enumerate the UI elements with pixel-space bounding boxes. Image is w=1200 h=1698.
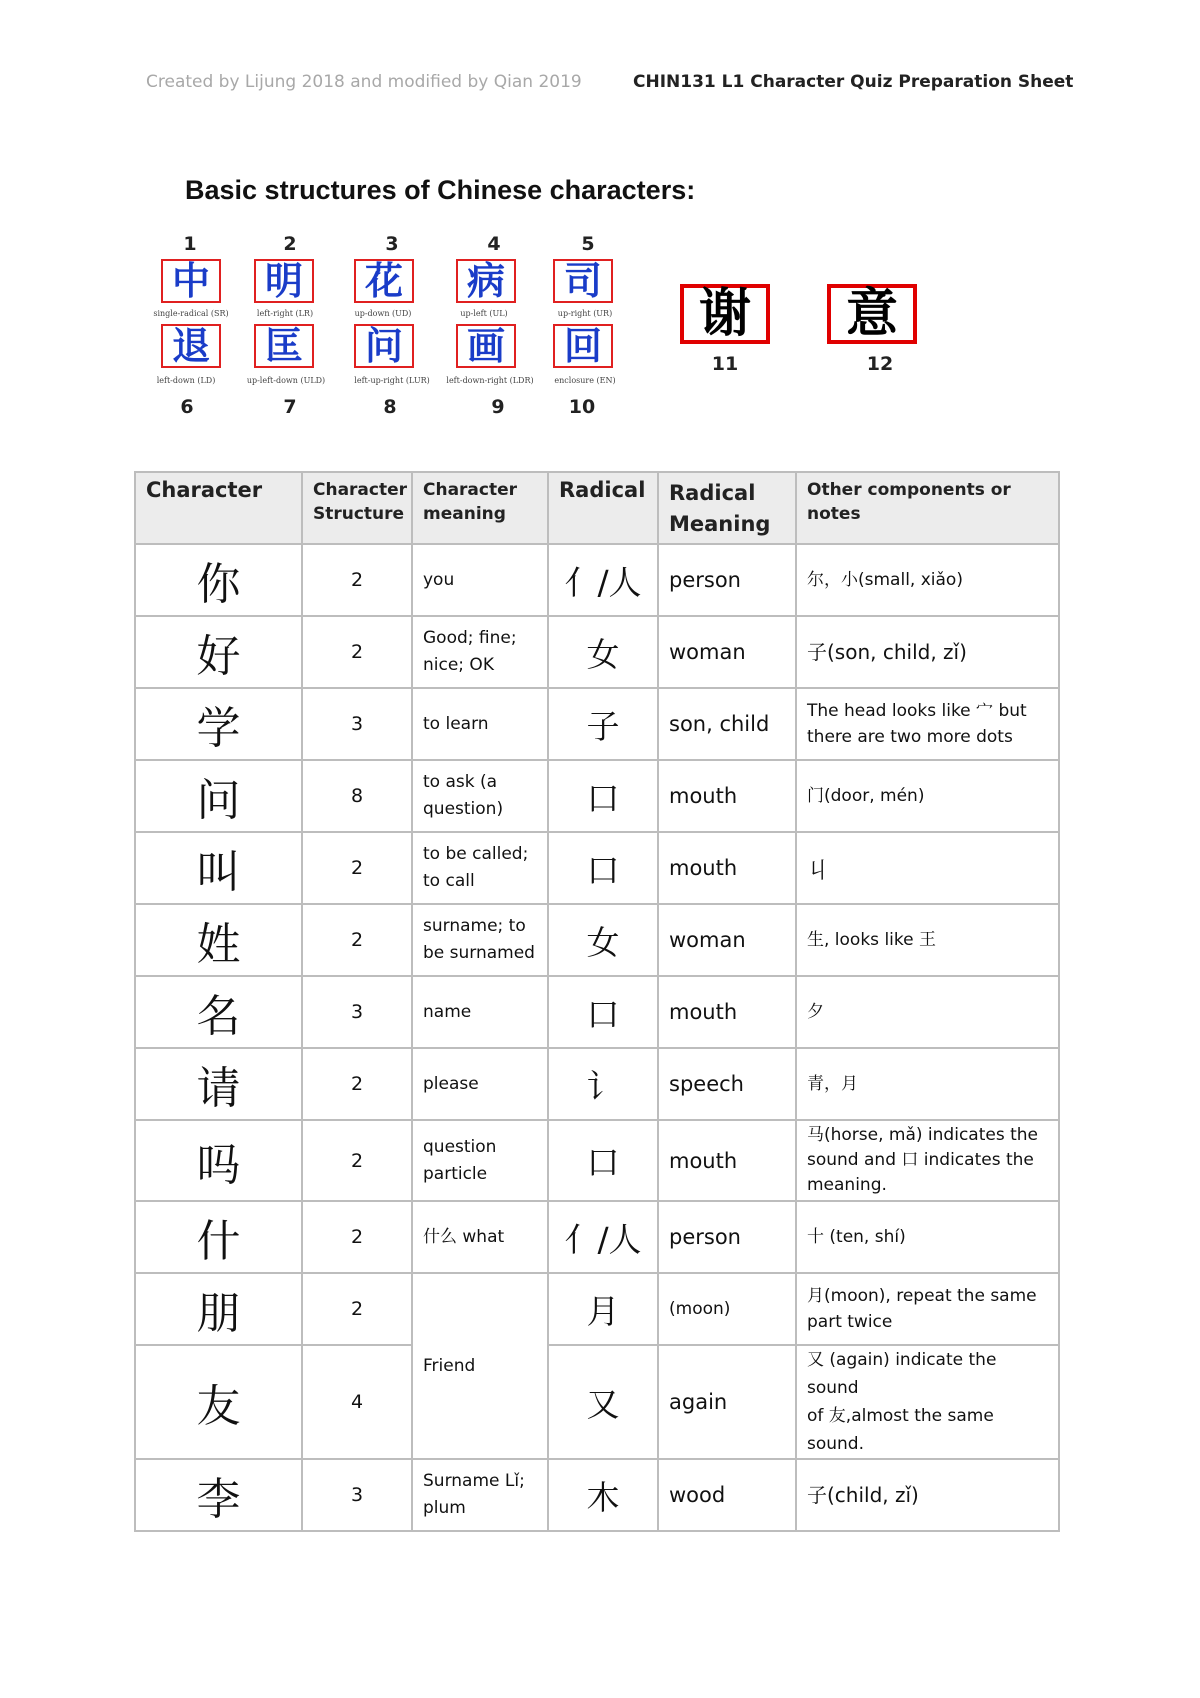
cell-meaning: question particle <box>412 1120 548 1201</box>
cell-notes: 生, looks like 王 <box>796 904 1059 976</box>
cell-structure: 2 <box>302 1273 412 1345</box>
cell-structure: 3 <box>302 1459 412 1531</box>
cell-radical: 女 <box>548 904 658 976</box>
structure-number: 11 <box>711 353 739 375</box>
cell-character: 朋 <box>135 1273 302 1345</box>
table-row <box>135 976 1059 1048</box>
cell-meaning: to learn <box>412 688 548 760</box>
cell-structure: 3 <box>302 976 412 1048</box>
cell-character: 吗 <box>135 1120 302 1201</box>
structure-number: 4 <box>487 233 501 255</box>
cell-character: 你 <box>135 544 302 616</box>
structure-example: 明 <box>254 259 314 303</box>
cell-radical-meaning: person <box>658 544 796 616</box>
cell-radical-meaning: woman <box>658 616 796 688</box>
cell-structure: 3 <box>302 688 412 760</box>
structure-example-large: 意 <box>827 284 917 344</box>
cell-structure: 8 <box>302 760 412 832</box>
cell-meaning: Surname Lǐ; plum <box>412 1459 548 1531</box>
structure-example: 病 <box>456 259 516 303</box>
structure-example: 画 <box>456 324 516 368</box>
header-meaning: Character meaning <box>412 472 548 544</box>
cell-character: 名 <box>135 976 302 1048</box>
table-row <box>135 1120 1059 1201</box>
cell-structure: 2 <box>302 1048 412 1120</box>
cell-notes: 又 (again) indicate the sound of 友,almost the same sound. <box>796 1345 1059 1459</box>
table-row <box>135 1273 1059 1345</box>
cell-meaning-friend: Friend <box>412 1273 548 1459</box>
cell-character: 李 <box>135 1459 302 1531</box>
cell-radical: 口 <box>548 976 658 1048</box>
cell-meaning: 什么 what <box>412 1201 548 1273</box>
header-character: Character <box>135 472 302 544</box>
table-row <box>135 688 1059 760</box>
structure-label: up-left-down (ULD) <box>246 376 326 385</box>
structure-number: 9 <box>491 396 505 418</box>
structure-example: 退 <box>161 324 221 368</box>
table-row <box>135 832 1059 904</box>
cell-radical-meaning: wood <box>658 1459 796 1531</box>
cell-character: 什 <box>135 1201 302 1273</box>
table-header-row <box>135 472 1059 544</box>
header-radical: Radical <box>548 472 658 544</box>
structure-number: 5 <box>581 233 595 255</box>
structure-example: 问 <box>354 324 414 368</box>
cell-structure: 4 <box>302 1345 412 1459</box>
structure-label: up-down (UD) <box>354 309 412 318</box>
structure-number: 2 <box>283 233 297 255</box>
cell-structure: 2 <box>302 544 412 616</box>
cell-radical-meaning: mouth <box>658 760 796 832</box>
table-row <box>135 760 1059 832</box>
cell-meaning: surname; to be surnamed <box>412 904 548 976</box>
structure-label: left-up-right (LUR) <box>354 376 430 385</box>
cell-notes: 青，月 <box>796 1048 1059 1120</box>
structure-label: left-right (LR) <box>256 309 314 318</box>
structure-number: 12 <box>866 353 894 375</box>
cell-structure: 2 <box>302 1120 412 1201</box>
table-row <box>135 1048 1059 1120</box>
structure-number: 7 <box>283 396 297 418</box>
cell-meaning: Good; fine; nice; OK <box>412 616 548 688</box>
header-credit: Created by Lijung 2018 and modified by Qian 2019 <box>146 72 582 92</box>
cell-meaning: name <box>412 976 548 1048</box>
cell-meaning: please <box>412 1048 548 1120</box>
structure-label: left-down (LD) <box>156 376 216 385</box>
cell-structure: 2 <box>302 904 412 976</box>
table-row <box>135 1201 1059 1273</box>
header-sheet-title: CHIN131 L1 Character Quiz Preparation Sheet <box>633 72 1074 92</box>
structure-label: left-down-right (LDR) <box>446 376 534 385</box>
table-row <box>135 544 1059 616</box>
structure-example: 回 <box>553 324 613 368</box>
table-row <box>135 1459 1059 1531</box>
header-structure: Character Structure <box>302 472 412 544</box>
structure-number: 10 <box>568 396 596 418</box>
section-title: Basic structures of Chinese characters: <box>185 175 696 205</box>
cell-radical: 口 <box>548 1120 658 1201</box>
cell-radical-meaning: woman <box>658 904 796 976</box>
cell-character: 学 <box>135 688 302 760</box>
cell-notes: 十 (ten, shí) <box>796 1201 1059 1273</box>
structure-number: 8 <box>383 396 397 418</box>
structure-number: 1 <box>183 233 197 255</box>
cell-structure: 2 <box>302 832 412 904</box>
cell-radical: 子 <box>548 688 658 760</box>
cell-character: 友 <box>135 1345 302 1459</box>
cell-structure: 2 <box>302 1201 412 1273</box>
cell-notes: 月(moon), repeat the same part twice <box>796 1273 1059 1345</box>
cell-radical: 讠 <box>548 1048 658 1120</box>
table-row <box>135 616 1059 688</box>
cell-notes: 夕 <box>796 976 1059 1048</box>
cell-character: 请 <box>135 1048 302 1120</box>
cell-notes: 子(son, child, zǐ) <box>796 616 1059 688</box>
cell-radical: 口 <box>548 832 658 904</box>
table-row <box>135 904 1059 976</box>
structure-example: 花 <box>354 259 414 303</box>
cell-radical-meaning: speech <box>658 1048 796 1120</box>
structure-number: 3 <box>385 233 399 255</box>
cell-meaning: to be called; to call <box>412 832 548 904</box>
structure-example: 匡 <box>254 324 314 368</box>
cell-radical: 月 <box>548 1273 658 1345</box>
cell-radical: 又 <box>548 1345 658 1459</box>
structure-label: single-radical (SR) <box>153 309 229 318</box>
structure-label: enclosure (EN) <box>554 376 616 385</box>
structure-example: 中 <box>161 259 221 303</box>
cell-radical: 亻/人 <box>548 544 658 616</box>
cell-radical-meaning: mouth <box>658 832 796 904</box>
cell-radical-meaning: (moon) <box>658 1273 796 1345</box>
cell-notes: 门(door, mén) <box>796 760 1059 832</box>
cell-radical-meaning: mouth <box>658 976 796 1048</box>
cell-notes: 子(child, zǐ) <box>796 1459 1059 1531</box>
cell-notes: 马(horse, mǎ) indicates the sound and 口 indicates the meaning. <box>796 1120 1059 1201</box>
cell-radical-meaning: person <box>658 1201 796 1273</box>
character-table <box>134 471 1060 1532</box>
cell-notes: 尔，小(small, xiǎo) <box>796 544 1059 616</box>
cell-notes: 丩 <box>796 832 1059 904</box>
cell-character: 好 <box>135 616 302 688</box>
cell-meaning: you <box>412 544 548 616</box>
cell-radical-meaning: again <box>658 1345 796 1459</box>
structure-label: up-right (UR) <box>557 309 613 318</box>
structure-example-large: 谢 <box>680 284 770 344</box>
cell-character: 叫 <box>135 832 302 904</box>
cell-radical: 女 <box>548 616 658 688</box>
cell-radical: 亻/人 <box>548 1201 658 1273</box>
header-notes: Other components or notes <box>796 472 1059 544</box>
cell-notes: The head looks like 宀 but there are two more dots <box>796 688 1059 760</box>
structure-label: up-left (UL) <box>460 309 508 318</box>
structure-number: 6 <box>180 396 194 418</box>
cell-radical-meaning: mouth <box>658 1120 796 1201</box>
header-radical-meaning: Radical Meaning <box>658 472 796 544</box>
cell-meaning: to ask (a question) <box>412 760 548 832</box>
cell-character: 姓 <box>135 904 302 976</box>
table-row <box>135 1345 1059 1459</box>
cell-radical: 口 <box>548 760 658 832</box>
cell-character: 问 <box>135 760 302 832</box>
cell-radical: 木 <box>548 1459 658 1531</box>
structure-example: 司 <box>553 259 613 303</box>
cell-structure: 2 <box>302 616 412 688</box>
cell-radical-meaning: son, child <box>658 688 796 760</box>
